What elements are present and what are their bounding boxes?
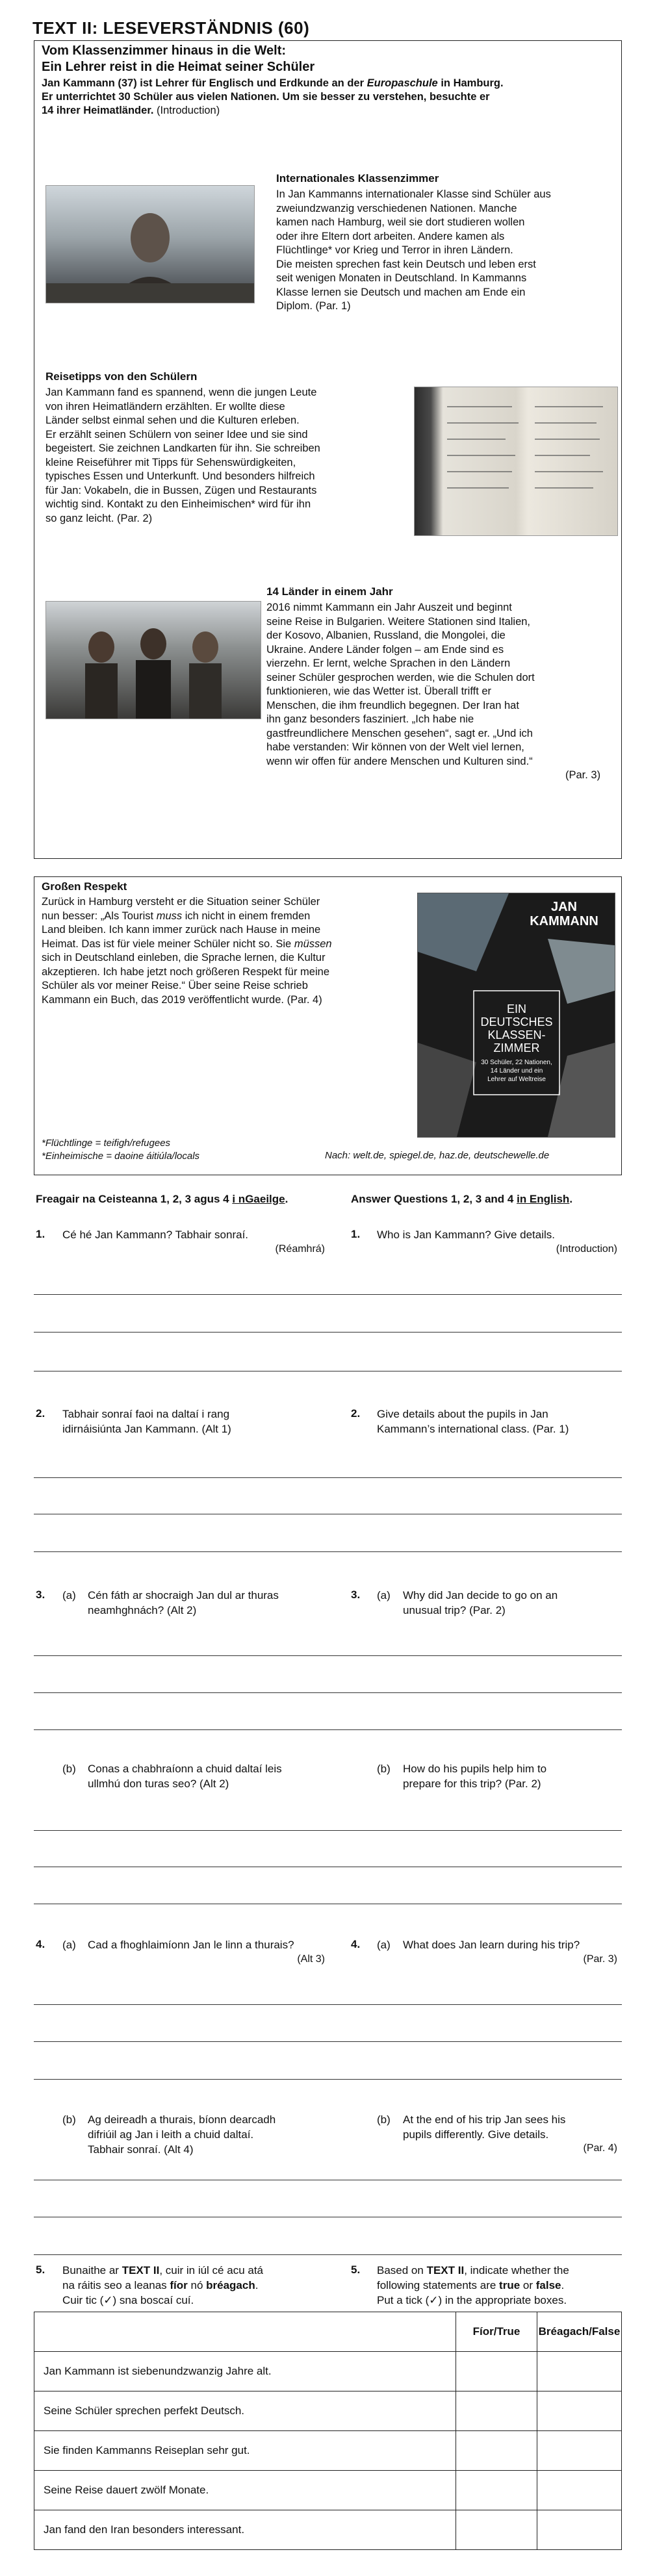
q4a-sub-ga: (a) [62,1939,76,1951]
q4a-text-en: What does Jan learn during his trip? [403,1939,580,1951]
book-cover [417,893,615,1138]
q1-ref-ga: (Réamhrá) [275,1243,325,1255]
q3b-text-en-2: prepare for this trip? (Par. 2) [403,1778,541,1790]
intro-line-1: Jan Kammann (37) ist Lehrer für Englisch und Erdkunde an der Europaschule in Hamburg. [42,77,504,89]
page-title: TEXT II: LESEVERSTÄNDNIS (60) [32,18,310,38]
photo-group-iran [45,601,261,719]
cover-line-3: KLASSEN- [487,1028,546,1041]
q4b-ref-en: (Par. 4) [583,2143,617,2154]
source-line: Nach: welt.de, spiegel.de, haz.de, deutschewelle.de [325,1150,550,1161]
answer-line[interactable] [34,1692,622,1693]
footnote-refugees: *Flüchtlinge = teifigh/refugees [42,1138,171,1149]
q2-number-en: 2. [351,1407,361,1420]
q1-number-ga: 1. [36,1228,45,1240]
q4b-sub-en: (b) [377,2113,391,2126]
q5-text-ga-1: Bunaithe ar TEXT II, cuir in iúl cé acu atá [62,2264,264,2276]
q2-number-ga: 2. [36,1407,45,1420]
tick-box-true[interactable] [456,2431,537,2471]
photo-handwritten-notes [414,387,618,536]
photo-jan-kammann [45,185,255,303]
portrait-illustration [46,186,254,303]
answer-line[interactable] [34,1729,622,1730]
q4-number-ga: 4. [36,1938,45,1950]
headline-line-1: Vom Klassenzimmer hinaus in die Welt: [42,44,287,58]
table-row [34,2391,622,2431]
tick-box-false[interactable] [537,2391,621,2431]
q3b-text-ga-2: ullmhú don turas seo? (Alt 2) [88,1778,229,1790]
q3-number-ga: 3. [36,1588,45,1601]
q5-text-ga-3: Cuir tic (✓) sna boscaí cuí. [62,2294,194,2306]
q3b-sub-en: (b) [377,1763,391,1775]
statement: Jan fand den Iran besonders interessant. [34,2510,456,2550]
column-header-english: Answer Questions 1, 2, 3 and 4 in English. [351,1193,573,1205]
q1-text-ga: Cé hé Jan Kammann? Tabhair sonraí. [62,1229,249,1241]
intro-line-3: 14 ihrer Heimatländer. (Introduction) [42,105,220,116]
col-header-true: Fíor/True [456,2312,537,2352]
q2-text-en-1: Give details about the pupils in Jan [377,1408,548,1420]
tick-box-false[interactable] [537,2510,621,2550]
q3a-sub-en: (a) [377,1589,391,1601]
statement: Jan Kammann ist siebenundzwanzig Jahre alt. [34,2352,456,2391]
tick-box-true[interactable] [456,2391,537,2431]
statement: Seine Reise dauert zwölf Monate. [34,2471,456,2510]
table-row [34,2352,622,2391]
q5-number-ga: 5. [36,2264,45,2276]
section-heading-4: Großen Respekt [42,880,127,893]
q3-number-en: 3. [351,1588,361,1601]
tick-box-true[interactable] [456,2471,537,2510]
footnote-locals: *Einheimische = daoine áitiúla/locals [42,1151,200,1162]
q4b-text-ga-2: difriúil ag Jan i leith a chuid daltaí. [88,2128,254,2141]
section-body-1: In Jan Kammanns internationaler Klasse sind Schüler aus zweiundzwanzig verschiedenen Nationen. Manche kamen nach Hamburg, weil sie dort studieren wollen oder ihre Eltern dort arbeiten. Andere kamen als Flüchtlinge* vor Krieg und Terror in ihren Ländern. Die meisten sprechen fast kein Deutsch und leben erst seit wenigen Monaten in Deutschland. In Kammanns Klasse lernen sie Deutsch und machen am Ende ein Diplom. (Par. 1) [276,188,551,312]
section-body-3: 2016 nimmt Kammann ein Jahr Auszeit und beginnt seine Reise in Bulgarien. Weitere Stationen sind Italien, der Kosovo, Albanien, Russland, die Mongolei, die Ukraine. Andere Länder folgen – am Ende sind es vierzehn. Er lernt, welche Sprachen in den Ländern seiner Schüler gesprochen werden, wie die Schulen dort funktionieren, wie das Wetter ist. Überall trifft er Menschen, die ihm freundlich begegnen. Der Iran hat ihn ganz besonders fasziniert. „Ich habe nie gastfreundlichere Menschen gesehen“, sagt er. „Und ich habe verstanden: Wir können von der Welt viel lernen, wenn wir offen für andere Menschen und Kulturen sind.“ [266,602,535,767]
cover-sub-1: 30 Schüler, 22 Nationen, [481,1059,552,1066]
q4b-text-ga-1: Ag deireadh a thurais, bíonn dearcadh [88,2113,276,2126]
section-heading-3: 14 Länder in einem Jahr [266,585,393,598]
q1-ref-en: (Introduction) [556,1243,617,1255]
section-body-4: Zurück in Hamburg versteht er die Situation seiner Schüler nun besser: „Als Tourist muss ich nicht in einem fremden Land bleiben. Ich kann immer zurück nach Hause in meine Heimat. Das ist für viele meiner Schüler nicht so. Sie müssen sich in Deutschland einleben, die Sprache lernen, die Kultur akzeptieren. Ich habe jetzt noch größeren Respekt für meine Schüler als vor meiner Reise.“ Über seine Reise schrieb Kammann ein Buch, das 2019 veröffentlicht wurde. (Par. 4) [42,896,332,1006]
true-false-table [34,2312,622,2550]
q5-number-en: 5. [351,2264,361,2276]
q2-text-en-2: Kammann’s international class. (Par. 1) [377,1423,569,1435]
section-body-2: Jan Kammann fand es spannend, wenn die jungen Leute von ihren Heimatländern erzählten. Er wollte diese Länder selbst einmal sehen und die Kulturen erleben. Er erzählt seinen Schülern von seiner Idee und sie sind begeistert. Sie zeichnen Landkarten für ihn. Sie schreiben kleine Reiseführer mit Tipps für Sehenswürdigkeiten, typisches Essen und Unterkunft. Und besonders hilfreich für Jan: Vokabeln, die in Bussen, Zügen und Restaurants wichtig sind. Kontakt zu den Einheimischen* wird für ihn so ganz leicht. (Par. 2) [45,387,320,524]
group-illustration [46,602,261,719]
cover-line-1: EIN [506,1002,526,1015]
table-row [34,2510,622,2550]
cover-line-2: DEUTSCHES [480,1015,553,1028]
q4a-sub-en: (a) [377,1939,391,1951]
column-header-irish: Freagair na Ceisteanna 1, 2, 3 agus 4 i nGaeilge. [36,1193,289,1205]
q3b-text-ga-1: Conas a chabhraíonn a chuid daltaí leis [88,1763,282,1775]
q3a-sub-ga: (a) [62,1589,76,1601]
section-ref-3: (Par. 3) [565,769,601,781]
answer-line[interactable] [34,2004,622,2005]
tick-box-true[interactable] [456,2510,537,2550]
tick-box-true[interactable] [456,2352,537,2391]
section-heading-2: Reisetipps von den Schülern [45,370,198,383]
col-header-false: Bréagach/False [537,2312,621,2352]
q4a-ref-en: (Par. 3) [583,1954,617,1965]
q5-text-ga-2: na ráitis seo a leanas fíor nó bréagach. [62,2279,259,2291]
cover-author-first: JAN [550,900,577,914]
q4a-text-ga: Cad a fhoghlaimíonn Jan le linn a thurais? [88,1939,294,1951]
table-row [34,2431,622,2471]
q3a-text-ga-2: neamhghnách? (Alt 2) [88,1604,197,1616]
answer-line[interactable] [34,2041,622,2042]
q2-text-ga-1: Tabhair sonraí faoi na daltaí i rang [62,1408,230,1420]
q5-text-en-3: Put a tick (✓) in the appropriate boxes. [377,2294,567,2306]
q3b-text-en-1: How do his pupils help him to [403,1763,547,1775]
cover-sub-3: Lehrer auf Weltreise [487,1076,546,1083]
tick-box-false[interactable] [537,2471,621,2510]
table-row [34,2471,622,2510]
q5-text-en-2: following statements are true or false. [377,2279,565,2291]
q4b-text-en-2: pupils differently. Give details. [403,2128,549,2141]
headline-line-2: Ein Lehrer reist in die Heimat seiner Schüler [42,60,315,74]
answer-line[interactable] [34,1332,622,1333]
tick-box-false[interactable] [537,2352,621,2391]
q4a-ref-ga: (Alt 3) [297,1954,325,1965]
q4-number-en: 4. [351,1938,361,1950]
table-header-row [34,2312,622,2352]
answer-line[interactable] [34,2254,622,2255]
statement: Seine Schüler sprechen perfekt Deutsch. [34,2391,456,2431]
notes-illustration [415,387,617,535]
tick-box-false[interactable] [537,2431,621,2471]
q1-number-en: 1. [351,1228,361,1240]
q3a-text-en-2: unusual trip? (Par. 2) [403,1604,506,1616]
q4b-text-ga-3: Tabhair sonraí. (Alt 4) [88,2143,194,2156]
cover-line-4: ZIMMER [493,1041,540,1054]
q3a-text-en-1: Why did Jan decide to go on an [403,1589,558,1601]
cover-author-last: KAMMANN [530,914,598,928]
answer-line[interactable] [34,1830,622,1831]
cover-sub-2: 14 Länder und ein [490,1067,543,1075]
q5-text-en-1: Based on TEXT II, indicate whether the [377,2264,569,2276]
statement: Sie finden Kammanns Reiseplan sehr gut. [34,2431,456,2471]
answer-line[interactable] [34,1655,622,1656]
intro-line-2: Er unterrichtet 30 Schüler aus vielen Nationen. Um sie besser zu verstehen, besuchte er [42,91,490,103]
q4b-text-en-1: At the end of his trip Jan sees his [403,2113,566,2126]
answer-line[interactable] [34,1477,622,1478]
q4b-sub-ga: (b) [62,2113,76,2126]
answer-line[interactable] [34,1551,622,1552]
answer-line[interactable] [34,2079,622,2080]
q3a-text-ga-1: Cén fáth ar shocraigh Jan dul ar thuras [88,1589,279,1601]
section-heading-1: Internationales Klassenzimmer [276,172,439,185]
q2-text-ga-2: idirnáisiúnta Jan Kammann. (Alt 1) [62,1423,231,1435]
answer-line[interactable] [34,1294,622,1295]
q3b-sub-ga: (b) [62,1763,76,1775]
q1-text-en: Who is Jan Kammann? Give details. [377,1229,556,1241]
